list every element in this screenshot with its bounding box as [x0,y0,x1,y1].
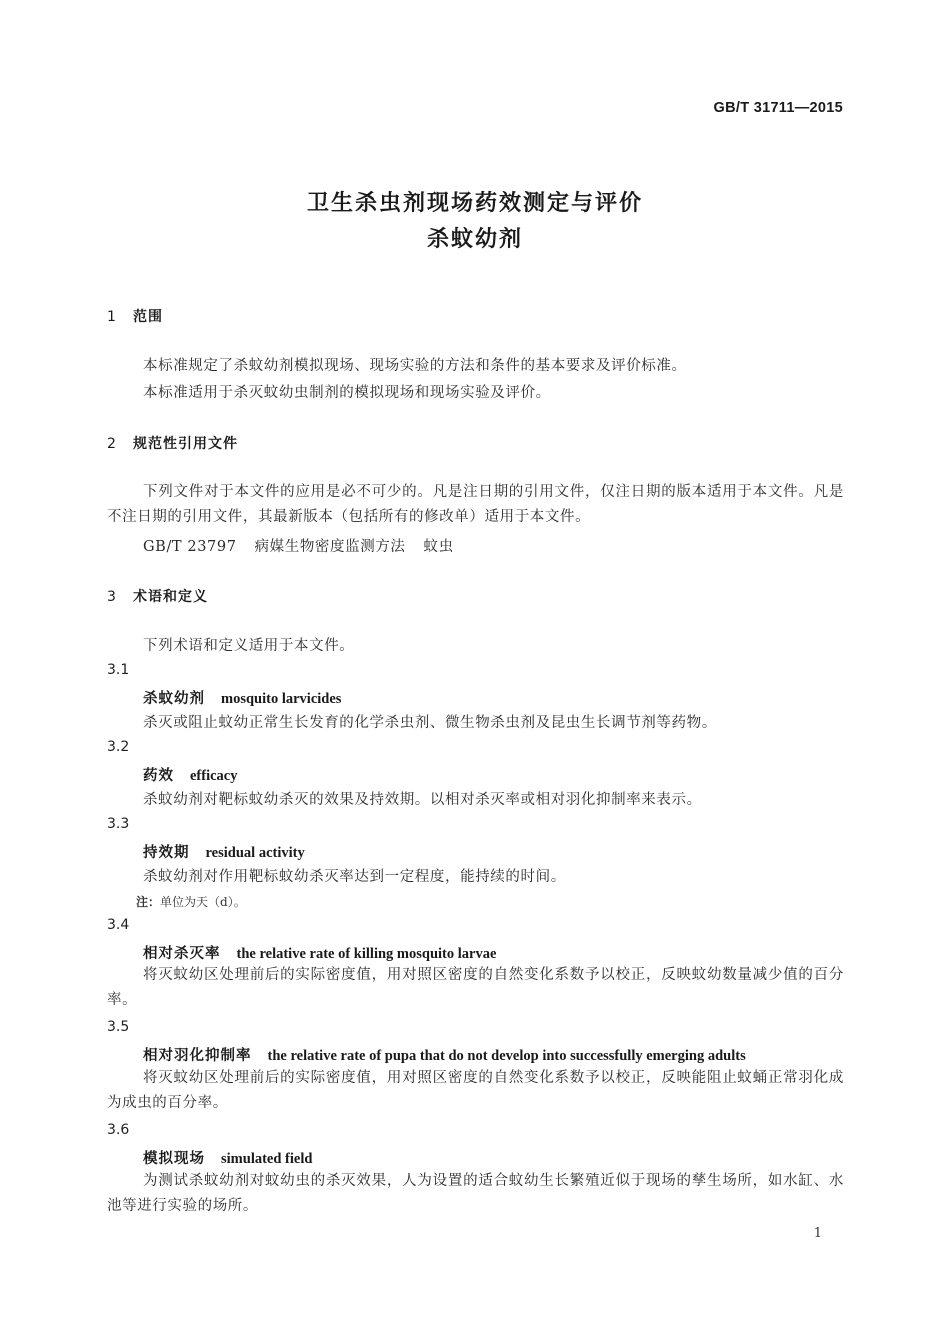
term-heading [143,841,305,862]
term-en: the relative rate of pupa that do not develop into successfully emerging adults [267,1048,746,1064]
term-zh: 药效 [143,768,174,784]
section-title: 范围 [133,309,163,325]
term-definition: 为测试杀蚊幼剂对蚊幼虫的杀灭效果，人为设置的适合蚊幼生长繁殖近似于现场的孳生场所，如水缸、水池等进行实验的场所。 [107,1173,844,1214]
term-number: 3.2 [107,739,130,755]
term-zh: 持效期 [143,845,190,861]
term-zh: 模拟现场 [143,1151,205,1167]
reference-subject: 蚊虫 [423,539,454,555]
section-3-heading [107,586,208,606]
term-en: residual activity [205,845,305,861]
term-note [136,893,246,910]
term-number: 3.6 [107,1122,130,1138]
section-2-heading [107,433,238,453]
document-title: 卫生杀虫剂现场药效测定与评价 [306,191,643,216]
term-zh: 相对杀灭率 [143,946,221,962]
term-zh: 杀蚊幼剂 [143,691,205,707]
term-en: mosquito larvicides [221,691,342,707]
section-number: 2 [107,436,117,452]
term-number: 3.1 [107,662,130,678]
term-heading [143,764,238,785]
term-number: 3.3 [107,816,130,832]
scope-paragraph-2: 本标准适用于杀灭蚊幼虫制剂的模拟现场和现场实验及评价。 [143,385,551,401]
document-subtitle: 杀蚊幼剂 [426,227,523,252]
section-number: 1 [107,309,117,325]
term-heading [143,1147,312,1168]
term-heading [143,942,496,963]
reference-entry [143,535,454,556]
term-definition: 杀蚊幼剂对靶标蚊幼杀灭的效果及持效期。以相对杀灭率或相对羽化抑制率来表示。 [143,792,702,808]
term-definition: 将灭蚊幼区处理前后的实际密度值，用对照区密度的自然变化系数予以校正，反映蚊幼数量减少值的百分率。 [107,967,844,1008]
term-zh: 相对羽化抑制率 [143,1048,252,1064]
term-definition: 将灭蚊幼区处理前后的实际密度值，用对照区密度的自然变化系数予以校正，反映能阻止蚊蛹正常羽化成为成虫的百分率。 [107,1070,844,1111]
term-heading [143,1044,746,1065]
term-heading [143,687,341,708]
section-number: 3 [107,589,117,605]
term-definition: 杀灭或阻止蚊幼正常生长发育的化学杀虫剂、微生物杀虫剂及昆虫生长调节剂等药物。 [143,715,717,731]
term-en: efficacy [190,768,238,784]
terms-intro: 下列术语和定义适用于本文件。 [143,638,355,654]
term-number: 3.5 [107,1019,130,1035]
section-1-heading [107,306,163,326]
note-text: 单位为天（d）。 [160,895,246,909]
term-number: 3.4 [107,917,130,933]
note-label: 注： [136,895,161,909]
section-title: 规范性引用文件 [133,436,238,452]
page-number: 1 [813,1226,822,1241]
term-en: simulated field [221,1151,313,1167]
standard-code: GB/T 31711—2015 [713,100,843,116]
term-definition: 杀蚊幼剂对作用靶标蚊幼杀灭率达到一定程度，能持续的时间。 [143,869,566,885]
term-en: the relative rate of killing mosquito larvae [236,946,497,962]
reference-code: GB/T 23797 [143,539,237,555]
reference-title: 病媒生物密度监测方法 [254,539,406,555]
normative-references-paragraph: 下列文件对于本文件的应用是必不可少的。凡是注日期的引用文件，仅注日期的版本适用于本文件。凡是不注日期的引用文件，其最新版本（包括所有的修改单）适用于本文件。 [107,484,844,525]
scope-paragraph-1: 本标准规定了杀蚊幼剂模拟现场、现场实验的方法和条件的基本要求及评价标准。 [143,358,687,374]
section-title: 术语和定义 [133,589,208,605]
